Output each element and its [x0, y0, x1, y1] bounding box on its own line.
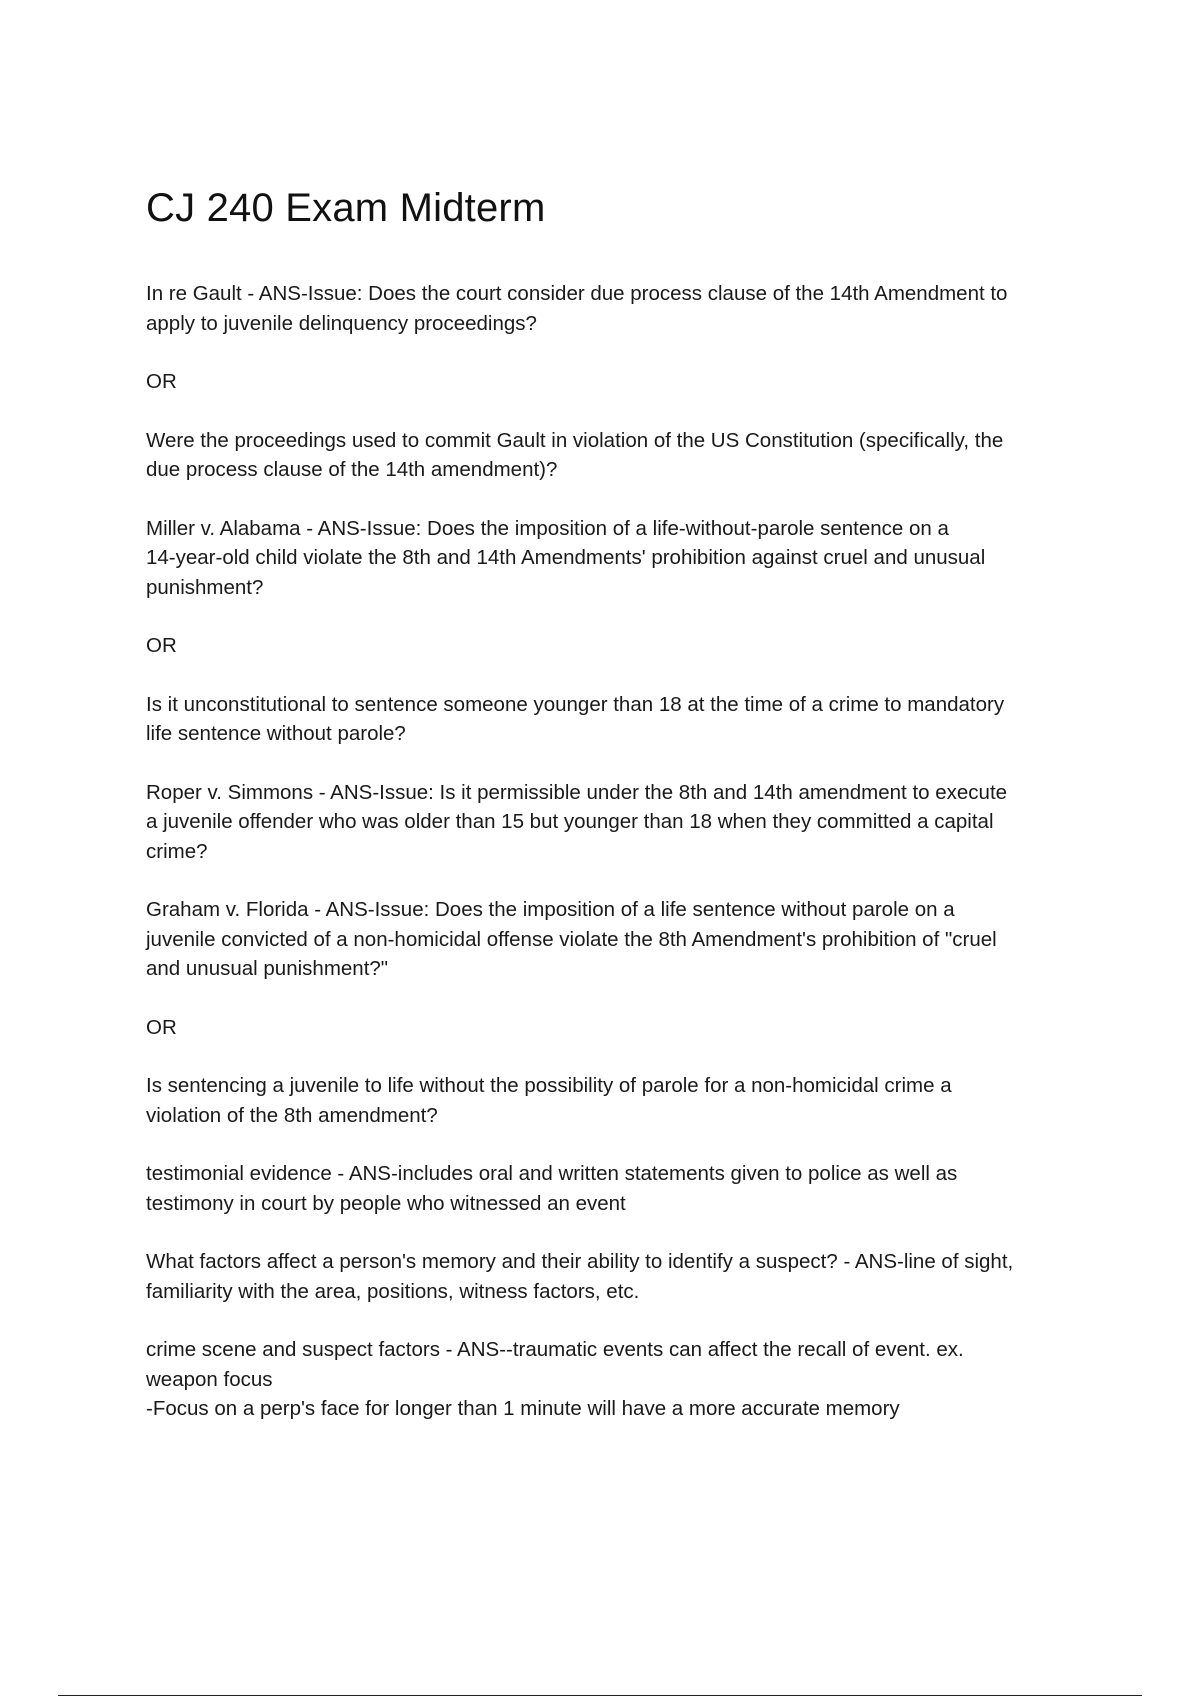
text-line: 14-year-old child violate the 8th and 14th Amendments' prohibition against cruel and unusual [146, 546, 986, 569]
paragraph-miller-v-alabama [146, 514, 1091, 603]
text-line: weapon focus [146, 1367, 273, 1391]
paragraph-memory-factors [146, 1247, 1091, 1306]
text-line: OR [146, 1015, 177, 1039]
document-title: CJ 240 Exam Midterm [146, 186, 546, 230]
text-line: crime? [146, 839, 208, 863]
text-line: punishment? [146, 575, 264, 599]
paragraph-or [146, 367, 1091, 397]
paragraph-gault-alternate [146, 426, 1091, 485]
text-line: testimony in court by people who witnessed an event [146, 1191, 626, 1215]
text-line: Roper v. Simmons - ANS-Issue: Is it permissible under the 8th and 14th amendment to execute [146, 780, 1008, 804]
text-line: a juvenile offender who was older than 15 but younger than 18 when they committed a capital [146, 810, 994, 833]
footer-divider [58, 1695, 1142, 1696]
text-line: Were the proceedings used to commit Gault in violation of the US Constitution (specifically, the [146, 428, 1004, 452]
paragraph-crime-scene-factors [146, 1335, 1091, 1424]
text-line: OR [146, 370, 177, 393]
text-line: Is it unconstitutional to sentence someone younger than 18 at the time of a crime to mandatory [146, 692, 1005, 716]
text-line: familiarity with the area, positions, witness factors, etc. [146, 1279, 640, 1303]
text-line: apply to juvenile delinquency proceedings? [146, 311, 537, 335]
text-line: life sentence without parole? [146, 722, 406, 745]
text-line: testimonial evidence - ANS-includes oral and written statements given to police as well as [146, 1162, 958, 1185]
text-line: and unusual punishment?" [146, 957, 389, 980]
paragraph-miller-alternate [146, 690, 1091, 749]
document-body [146, 279, 1091, 1453]
paragraph-graham-v-florida [146, 895, 1091, 984]
paragraph-or [146, 631, 1091, 661]
text-line: -Focus on a perp's face for longer than 1 minute will have a more accurate memory [146, 1397, 900, 1420]
text-line: OR [146, 634, 177, 657]
text-line: What factors affect a person's memory and their ability to identify a suspect? - ANS-line of sight, [146, 1250, 1014, 1273]
text-line: Miller v. Alabama - ANS-Issue: Does the imposition of a life-without-parole sentence on a [146, 516, 949, 540]
text-line: violation of the 8th amendment? [146, 1103, 438, 1127]
paragraph-graham-alternate [146, 1071, 1091, 1130]
paragraph-testimonial-evidence [146, 1159, 1091, 1218]
text-line: In re Gault - ANS-Issue: Does the court consider due process clause of the 14th Amendment to [146, 282, 1008, 305]
paragraph-or [146, 1013, 1091, 1043]
paragraph-roper-v-simmons [146, 778, 1091, 867]
text-line: juvenile convicted of a non-homicidal offense violate the 8th Amendment's prohibition of "cruel [146, 927, 997, 951]
paragraph-in-re-gault [146, 279, 1091, 338]
text-line: due process clause of the 14th amendment)? [146, 458, 558, 481]
text-line: Graham v. Florida - ANS-Issue: Does the imposition of a life sentence without parole on a [146, 898, 955, 921]
text-line: crime scene and suspect factors - ANS--traumatic events can affect the recall of event. ex. [146, 1338, 964, 1361]
text-line: Is sentencing a juvenile to life without the possibility of parole for a non-homicidal crime a [146, 1074, 952, 1097]
